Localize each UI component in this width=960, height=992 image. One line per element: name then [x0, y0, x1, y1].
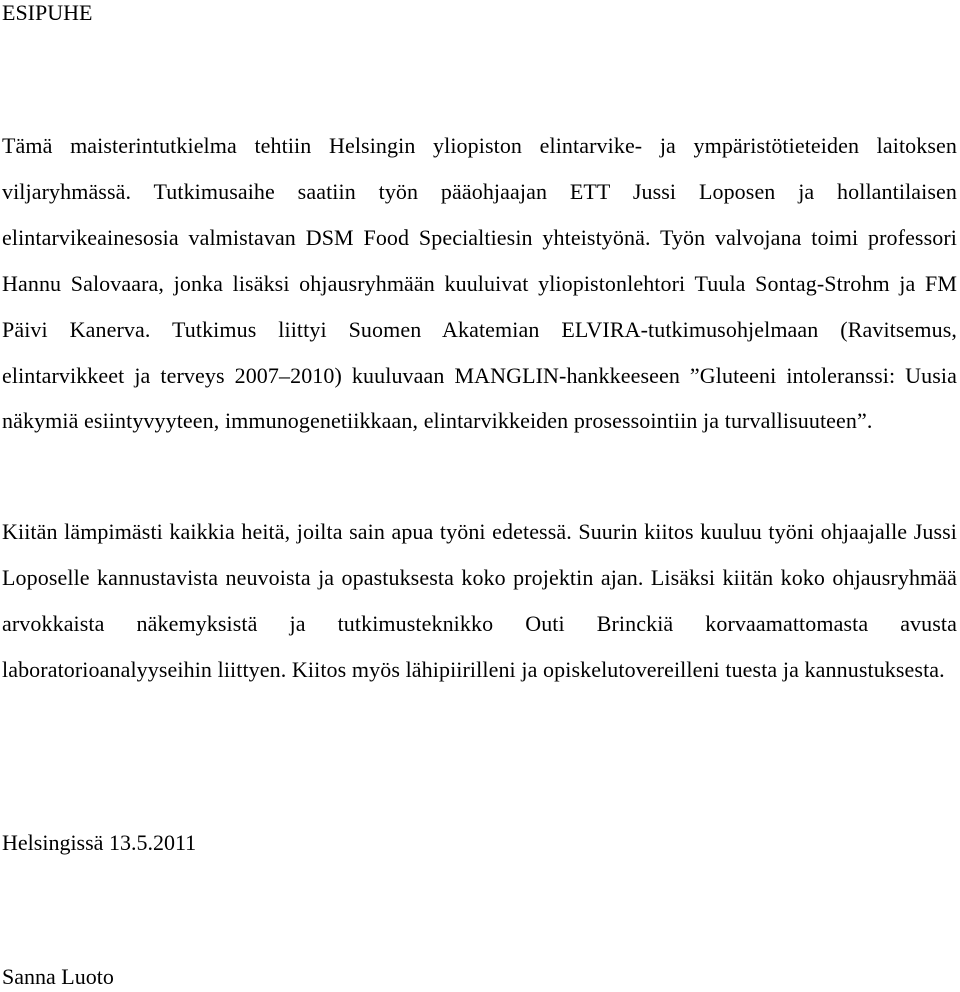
place-and-date: Helsingissä 13.5.2011: [2, 830, 197, 855]
page-title: ESIPUHE: [2, 0, 93, 25]
paragraph-acknowledgements: Kiitän lämpimästi kaikkia heitä, joilta sain apua työni edetessä. Suurin kiitos kuuluu työni ohjaajalle Jussi Loposelle kannustavista neuvoista ja opastuksesta koko projektin ajan. Lisäksi kiitän koko ohjausryhmää arvokkaista näkemyksistä ja tutkimusteknikko Outi Brinckiä korvaamattomasta avusta laboratorioanalyyseihin liittyen. Kiitos myös lähipiirilleni ja opiskelutovereilleni tuesta ja kannustuksesta.: [2, 519, 957, 682]
author-signature: Sanna Luoto: [2, 964, 114, 989]
paragraph-background: Tämä maisterintutkielma tehtiin Helsingin yliopiston elintarvike- ja ympäristötieteiden laitoksen viljaryhmässä. Tutkimusaihe saatiin työn pääohjaajan ETT Jussi Loposen ja hollantilaisen elintarvikeainesosia valmistavan DSM Food Specialtiesin yhteistyönä. Työn valvojana toimi professori Hannu Salovaara, jonka lisäksi ohjausryhmään kuuluivat yliopistonlehtori Tuula Sontag-Strohm ja FM Päivi Kanerva. Tutkimus liittyi Suomen Akatemian ELVIRA-tutkimusohjelmaan (Ravitsemus, elintarvikkeet ja terveys 2007–2010) kuuluvaan MANGLIN-hankkeeseen ”Gluteeni intoleranssi: Uusia näkymiä esiintyvyyteen, immunogenetiikkaan, elintarvikkeiden prosessointiin ja turvallisuuteen”.: [2, 133, 957, 434]
